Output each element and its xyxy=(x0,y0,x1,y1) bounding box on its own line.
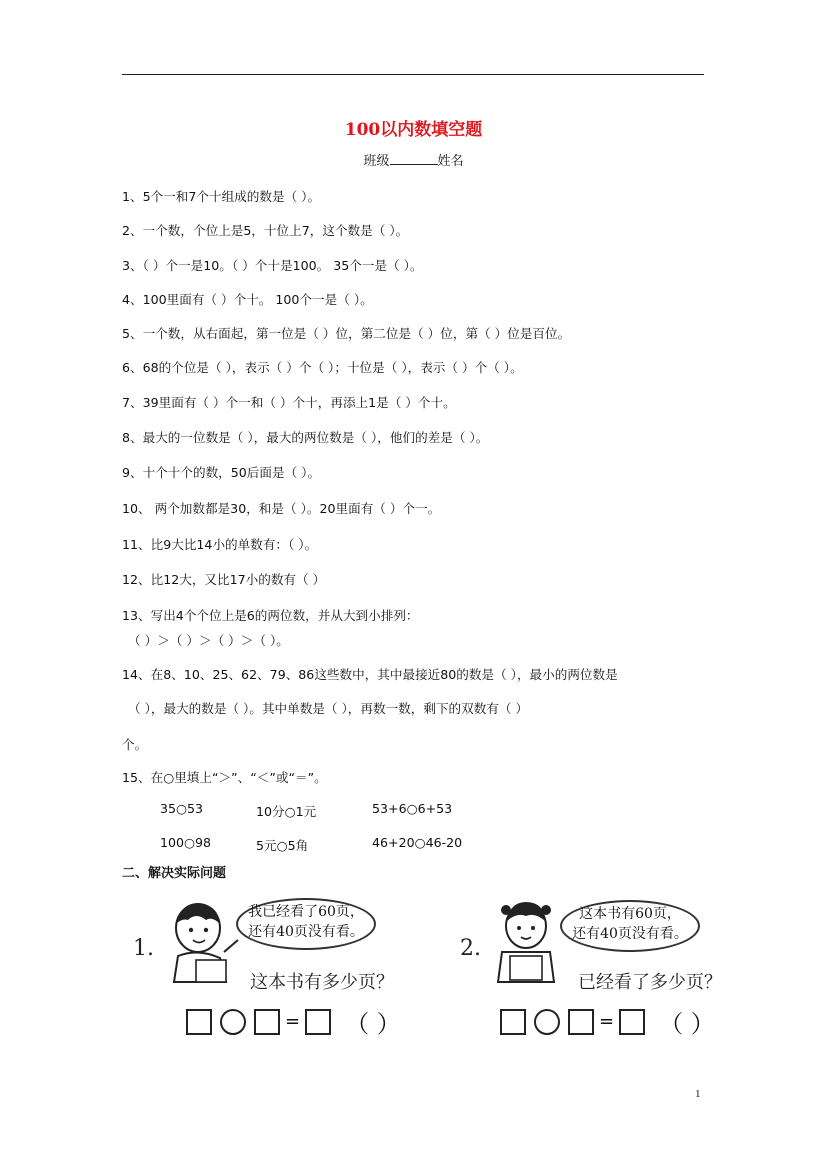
section-2-heading: 二、解决实际问题 xyxy=(122,866,227,881)
question-13-ordering: （ ）＞（ ）＞（ ）＞（ ）。 xyxy=(128,633,289,648)
problem-1-number: 1. xyxy=(133,936,154,961)
unit-parentheses[interactable]: （ ） xyxy=(345,1010,401,1038)
compare-item: 53+6○6+53 xyxy=(372,801,453,816)
unit-parentheses[interactable]: （ ） xyxy=(659,1010,715,1038)
class-name-line xyxy=(0,150,827,169)
answer-box[interactable] xyxy=(305,1009,331,1035)
problem-2-prompt: 已经看了多少页？ xyxy=(578,972,722,993)
answer-box[interactable] xyxy=(619,1009,645,1035)
question-10: 10、 两个加数都是30，和是（ ）。20里面有（ ）个一。 xyxy=(122,501,441,516)
problem-2-number: 2. xyxy=(460,936,481,961)
name-label: 姓名 xyxy=(437,154,464,169)
question-8: 8、最大的一位数是（ ），最大的两位数是（ ），他们的差是（ ）。 xyxy=(122,430,489,445)
bubble-1-line2: 还有40页没有看。 xyxy=(248,924,364,940)
header-rule xyxy=(122,74,704,75)
equals-sign: = xyxy=(285,1011,301,1032)
compare-item: 35○53 xyxy=(160,801,204,816)
operator-circle[interactable] xyxy=(534,1009,560,1035)
bubble-1-line1: 我已经看了60页， xyxy=(248,904,364,920)
question-11: 11、比9大比14小的单数有：（ ）。 xyxy=(122,537,318,552)
question-14-line1: 14、在8、10、25、62、79、86这些数中，其中最接近80的数是（ ），最小的两位数是 xyxy=(122,667,618,682)
question-6: 6、68的个位是（ ），表示（ ）个（ ）；十位是（ ），表示（ ）个（ ）。 xyxy=(122,360,523,375)
class-label: 班级 xyxy=(363,154,390,169)
bubble-2-line1: 这本书有60页， xyxy=(579,906,681,922)
problem-2-equation xyxy=(500,1004,715,1039)
question-9: 9、十个十个的数，50后面是（ ）。 xyxy=(122,465,321,480)
question-3: 3、（ ）个一是10。（ ）个十是100。 35个一是（ ）。 xyxy=(122,258,423,273)
question-14-line3: 个。 xyxy=(122,737,148,752)
question-13: 13、写出4个个位上是6的两位数，并从大到小排列： xyxy=(122,608,419,623)
operator-circle[interactable] xyxy=(220,1009,246,1035)
compare-item: 5元○5角 xyxy=(256,838,309,853)
question-1: 1、5个一和7个十组成的数是（ ）。 xyxy=(122,189,321,204)
page-title: 100以内数填空题 xyxy=(344,120,483,140)
question-7: 7、39里面有（ ）个一和（ ）个十，再添上1是（ ）个十。 xyxy=(122,395,456,410)
page-number: 1 xyxy=(695,1088,701,1100)
compare-item: 100○98 xyxy=(160,835,212,850)
question-5: 5、一个数，从右面起，第一位是（ ）位，第二位是（ ）位，第（ ）位是百位。 xyxy=(122,326,571,341)
class-blank xyxy=(390,152,438,165)
question-15: 15、在○里填上“＞”、“＜”或“＝”。 xyxy=(122,770,327,785)
question-14-line2: （ ），最大的数是（ ）。其中单数是（ ），再数一数，剩下的双数有（ ） xyxy=(128,701,529,716)
speech-bubble-1 xyxy=(236,898,376,950)
question-2: 2、一个数，个位上是5，十位上7，这个数是（ ）。 xyxy=(122,223,409,238)
bubble-2-line2: 还有40页没有看。 xyxy=(572,926,688,942)
answer-box[interactable] xyxy=(568,1009,594,1035)
equals-sign: = xyxy=(599,1011,615,1032)
boy-reading-illustration xyxy=(166,896,246,988)
speech-bubble-2 xyxy=(560,900,700,952)
question-4: 4、100里面有（ ）个十。 100个一是（ ）。 xyxy=(122,292,373,307)
problem-1-equation xyxy=(186,1004,401,1039)
girl-reading-illustration xyxy=(492,896,564,988)
question-12: 12、比12大，又比17小的数有（ ） xyxy=(122,572,326,587)
problem-1-prompt: 这本书有多少页？ xyxy=(250,972,394,993)
compare-item: 10分○1元 xyxy=(256,804,317,819)
answer-box[interactable] xyxy=(254,1009,280,1035)
compare-item: 46+20○46-20 xyxy=(372,835,463,850)
answer-box[interactable] xyxy=(186,1009,212,1035)
answer-box[interactable] xyxy=(500,1009,526,1035)
